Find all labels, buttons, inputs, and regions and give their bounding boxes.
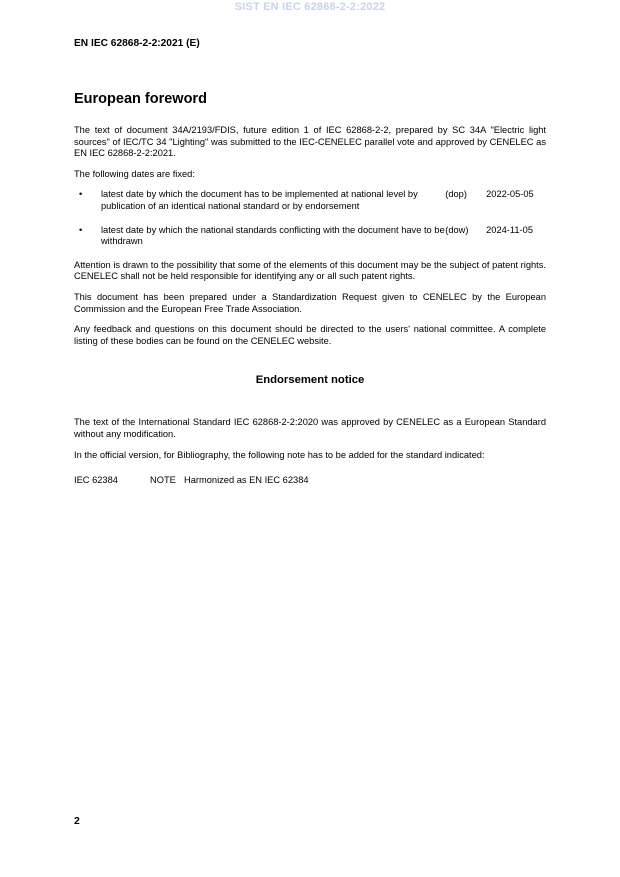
endorsement-title: Endorsement notice (255, 374, 365, 387)
date-description: latest date by which the document has to be implemented at national level by publication of an identical national standard or by endorsement (100, 189, 418, 211)
watermark: SIST EN IEC 62868-2-2:2022 (234, 1, 386, 13)
foreword-title: European foreword (74, 91, 207, 107)
date-value: 2022-05-05 (486, 189, 534, 200)
date-item-dow (74, 225, 546, 248)
date-item-dop (74, 189, 546, 212)
bullet: • (79, 224, 83, 235)
bullet: • (79, 189, 83, 200)
note-reference: IEC 62384 (74, 475, 118, 486)
page-content (74, 90, 546, 487)
document-id-header: EN IEC 62868-2-2:2021 (E) (74, 38, 200, 49)
bibliography-paragraph: In the official version, for Bibliography, the following note has to be added for the standard indicated: (74, 449, 485, 460)
date-value: 2024-11-05 (486, 224, 533, 235)
page-number: 2 (74, 815, 80, 827)
note-label: NOTE (150, 475, 176, 486)
dates-list (74, 189, 546, 247)
mandate-paragraph: This document has been prepared under a Standardization Request given to CENELEC by the European Commission and the European Free Trade Association. (74, 291, 546, 314)
endorsement-text: The text of the International Standard IEC 62868-2-2:2020 was approved by CENELEC as a European Standard without any modification. (74, 417, 546, 439)
dates-intro: The following dates are fixed: (74, 168, 195, 179)
feedback-paragraph: Any feedback and questions on this document should be directed to the users' national committee. A complete listing of these bodies can be found on the CENELEC website. (74, 324, 546, 346)
patent-paragraph: Attention is drawn to the possibility that some of the elements of this document may be the subject of patent rights. CENELEC shall not be held responsible for identifying any or all such patent rights. (74, 259, 546, 282)
date-abbreviation: (dow) (445, 224, 469, 235)
date-description: latest date by which the national standards conflicting with the document have to be withdrawn (100, 224, 445, 247)
note-text: Harmonized as EN IEC 62384 (184, 475, 309, 486)
foreword-intro: The text of document 34A/2193/FDIS, future edition 1 of IEC 62868-2-2, prepared by SC 34A "Electric light sources" of IEC/TC 34 "Lighting" was submitted to the IEC-CENELEC parallel vote and approved by CENELEC as EN IEC 62868-2-2:2021. (74, 125, 546, 159)
bibliography-note (74, 475, 546, 487)
date-abbreviation: (dop) (445, 189, 467, 200)
